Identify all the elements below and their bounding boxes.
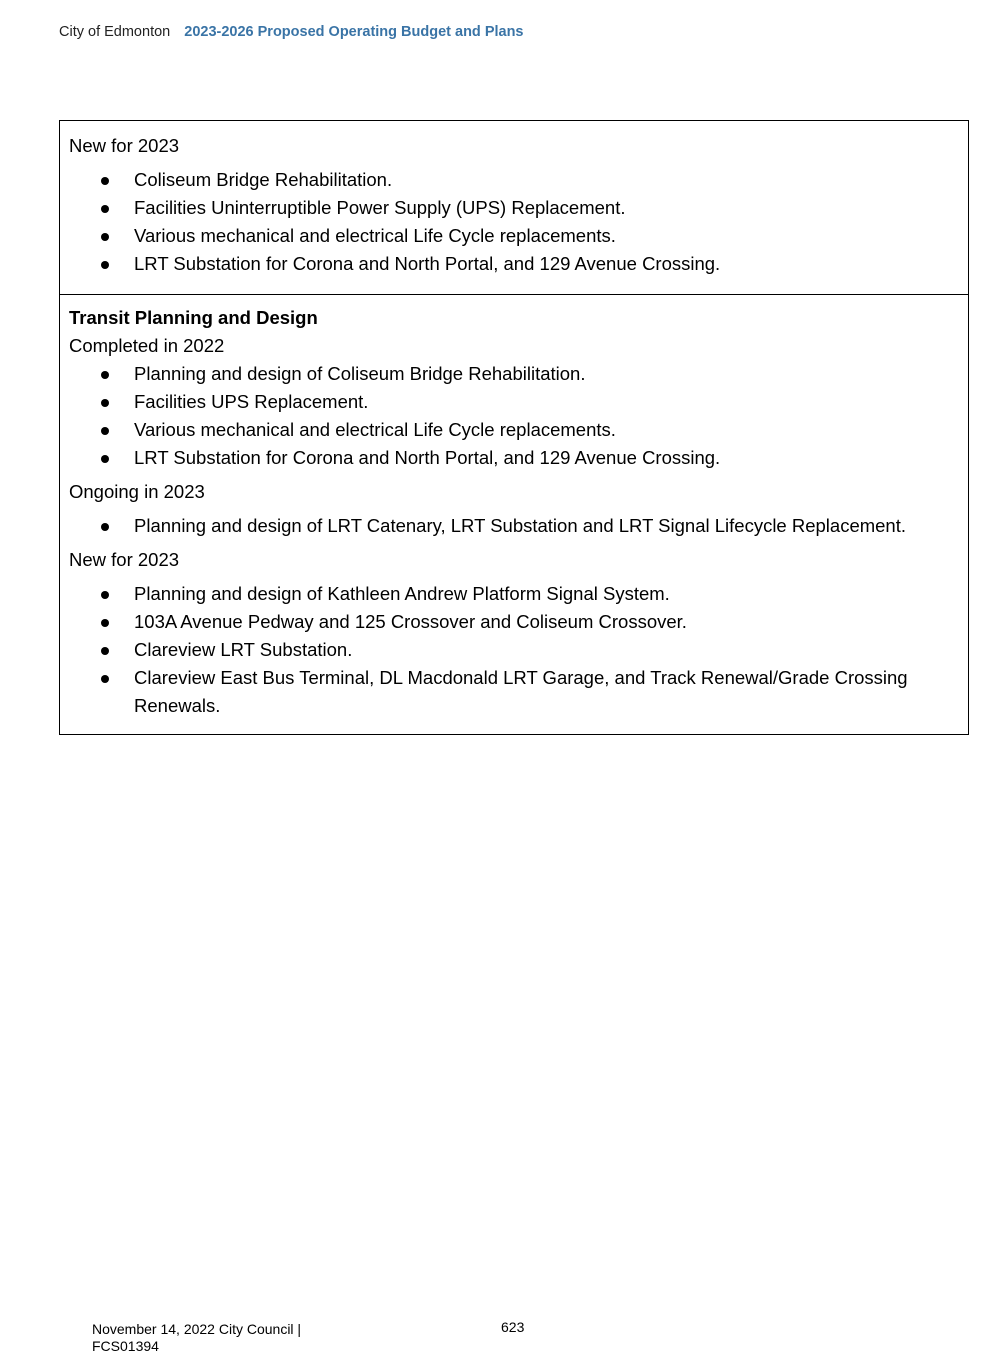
- list-item: [69, 580, 959, 608]
- ongoing-list: [69, 512, 959, 540]
- list-item: [69, 512, 959, 540]
- list-item: [69, 664, 959, 720]
- bullet-icon: [101, 261, 109, 269]
- bullet-icon: [101, 619, 109, 627]
- page-number: 623: [501, 1319, 525, 1335]
- list-item-text: Facilities Uninterruptible Power Supply (UPS) Replacement.: [134, 197, 626, 218]
- header-document-title: 2023-2026 Proposed Operating Budget and Plans: [184, 24, 524, 40]
- bullet-icon: [101, 455, 109, 463]
- table-cell-1: [60, 121, 968, 294]
- new-heading: New for 2023: [69, 135, 180, 156]
- list-item-text: LRT Substation for Corona and North Portal, and 129 Avenue Crossing.: [134, 447, 721, 468]
- footer-line-2: FCS01394: [92, 1338, 159, 1354]
- page-header: [59, 24, 524, 40]
- bullet-icon: [101, 371, 109, 379]
- list-item: [69, 166, 959, 194]
- list-item-text: Planning and design of Kathleen Andrew Platform Signal System.: [134, 583, 670, 604]
- bullet-icon: [101, 675, 109, 683]
- completed-heading: Completed in 2022: [69, 335, 225, 356]
- list-item: [69, 388, 959, 416]
- list-item-text: Facilities UPS Replacement.: [134, 391, 369, 412]
- bullet-icon: [101, 399, 109, 407]
- list-item: [69, 360, 959, 388]
- bullet-icon: [101, 233, 109, 241]
- table-cell-2: [60, 294, 968, 734]
- footer-meeting: [92, 1321, 301, 1355]
- list-item: [69, 250, 959, 278]
- new-heading-2: New for 2023: [69, 549, 180, 570]
- list-item-text: Planning and design of Coliseum Bridge Rehabilitation.: [134, 363, 586, 384]
- list-item-text: Coliseum Bridge Rehabilitation.: [134, 169, 393, 190]
- bullet-icon: [101, 591, 109, 599]
- new-list-2: [69, 580, 959, 720]
- bullet-icon: [101, 523, 109, 531]
- list-item: [69, 222, 959, 250]
- list-item: [69, 194, 959, 222]
- ongoing-heading: Ongoing in 2023: [69, 481, 205, 502]
- list-item: [69, 636, 959, 664]
- content-table: [59, 120, 969, 735]
- footer-line-1: November 14, 2022 City Council |: [92, 1321, 302, 1337]
- list-item-text: Clareview East Bus Terminal, DL Macdonald LRT Garage, and Track Renewal/Grade Crossing Renewals.: [134, 667, 908, 716]
- bullet-icon: [101, 205, 109, 213]
- list-item: [69, 444, 959, 472]
- list-item: [69, 416, 959, 444]
- list-item-text: Various mechanical and electrical Life Cycle replacements.: [134, 225, 616, 246]
- bullet-icon: [101, 647, 109, 655]
- header-org: City of Edmonton: [59, 24, 171, 40]
- section-title: Transit Planning and Design: [69, 307, 318, 328]
- list-item-text: 103A Avenue Pedway and 125 Crossover and Coliseum Crossover.: [134, 611, 687, 632]
- new-list: [69, 166, 959, 278]
- bullet-icon: [101, 177, 109, 185]
- list-item: [69, 608, 959, 636]
- list-item-text: LRT Substation for Corona and North Portal, and 129 Avenue Crossing.: [134, 253, 721, 274]
- bullet-icon: [101, 427, 109, 435]
- list-item-text: Various mechanical and electrical Life Cycle replacements.: [134, 419, 616, 440]
- list-item-text: Planning and design of LRT Catenary, LRT Substation and LRT Signal Lifecycle Replacement.: [134, 515, 907, 536]
- completed-list: [69, 360, 959, 472]
- list-item-text: Clareview LRT Substation.: [134, 639, 353, 660]
